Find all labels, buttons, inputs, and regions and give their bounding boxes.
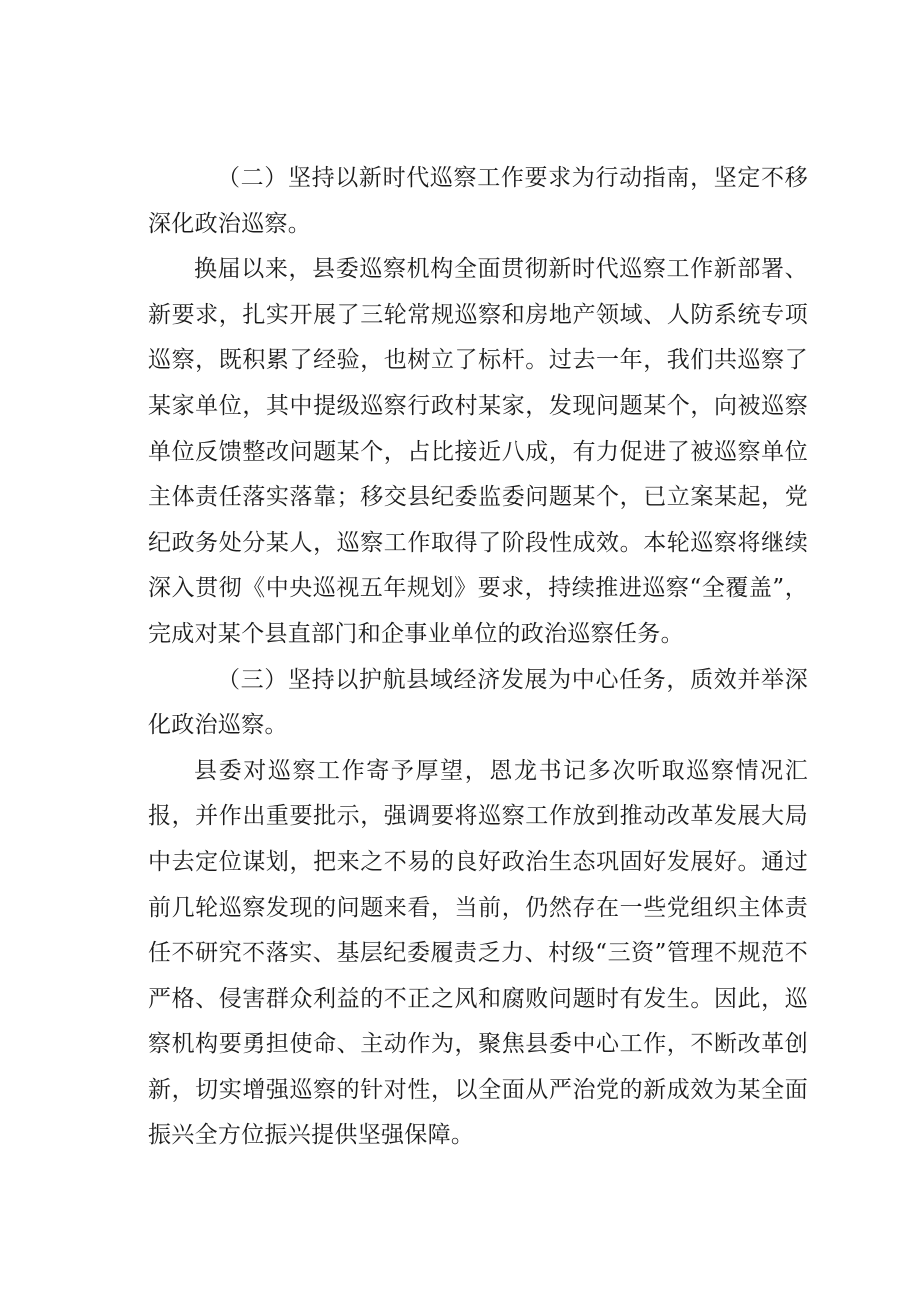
document-body bbox=[148, 156, 808, 1159]
section-two-heading: （二）坚持以新时代巡察工作要求为行动指南，坚定不移深化政治巡察。 bbox=[148, 165, 808, 237]
section-three-heading: （三）坚持以护航县域经济发展为中心任务，质效并举深化政治巡察。 bbox=[148, 666, 808, 739]
section-three-paragraph: 县委对巡察工作寄予厚望，恩龙书记多次听取巡察情况汇报，并作出重要批示，强调要将巡察工作放到推动改革发展大局中去定位谋划，把来之不易的良好政治生态巩固好发展好。通过前几轮巡察发现的问题来看，当前，仍然存在一些党组织主体责任不研究不落实、基层纪委履责乏力、村级“三资”管理不规范不严格、侵害群众利益的不正之风和腐败问题时有发生。因此，巡察机构要勇担使命、主动作为，聚焦县委中心工作，不断改革创新，切实增强巡察的针对性，以全面从严治党的新成效为某全面振兴全方位振兴提供坚强保障。 bbox=[148, 757, 808, 1149]
section-two-paragraph: 换届以来，县委巡察机构全面贯彻新时代巡察工作新部署、新要求，扎实开展了三轮常规巡察和房地产领域、人防系统专项巡察，既积累了经验，也树立了标杆。过去一年，我们共巡察了某家单位，其中提级巡察行政村某家，发现问题某个，向被巡察单位反馈整改问题某个，占比接近八成，有力促进了被巡察单位主体责任落实落靠；移交县纪委监委问题某个，已立案某起，党纪政务处分某人，巡察工作取得了阶段性成效。本轮巡察将继续深入贯彻《中央巡视五年规划》要求，持续推进巡察“全覆盖”，完成对某个县直部门和企事业单位的政治巡察任务。 bbox=[148, 256, 808, 647]
